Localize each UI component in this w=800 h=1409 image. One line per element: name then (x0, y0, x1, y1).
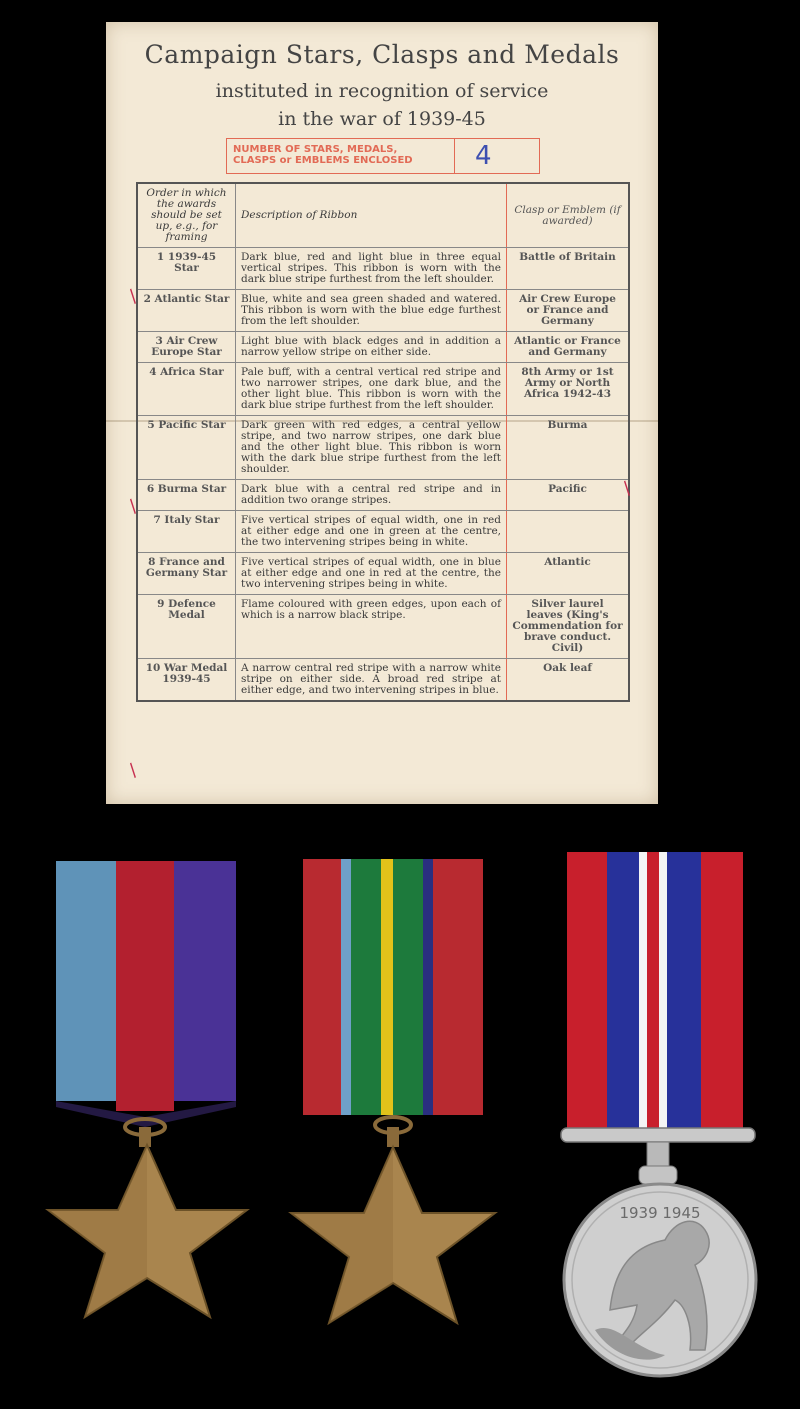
awards-table (136, 182, 630, 702)
table-row (137, 480, 629, 511)
sheet-subtitle-2: in the war of 1939-45 (278, 108, 486, 130)
row-award: 1 1939-45 Star (137, 248, 236, 290)
row-award: 8 France and Germany Star (137, 553, 236, 595)
row-ribbon: Dark blue, red and light blue in three equal vertical stripes. This ribbon is worn with the dark blue stripe furthest from the left shoulder. (236, 248, 507, 290)
row-clasp: Battle of Britain (507, 248, 630, 290)
row-award: 6 Burma Star (137, 480, 236, 511)
row-ribbon: Flame coloured with green edges, upon each of which is a narrow black stripe. (236, 595, 507, 659)
count-label: NUMBER OF STARS, MEDALS, CLASPS or EMBLEMS ENCLOSED (227, 139, 455, 173)
sheet-subtitle-1: instituted in recognition of service (215, 80, 549, 102)
medal-pacific-star (285, 855, 505, 1400)
award-information-sheet (106, 22, 658, 804)
row-ribbon: Dark green with red edges, a central yellow stripe, and two narrow stripes, one dark blue and the other light blue. This ribbon is worn with the dark blue stripe furthest from the left shoulder. (236, 416, 507, 480)
row-clasp: Burma (507, 416, 630, 480)
tick-mark-1939-45: / (124, 286, 142, 307)
table-row (137, 595, 629, 659)
table-row (137, 553, 629, 595)
row-ribbon: Light blue with black edges and in addition a narrow yellow stripe on either side. (236, 332, 507, 363)
row-ribbon: Dark blue with a central red stripe and in addition two orange stripes. (236, 480, 507, 511)
row-award: 4 Africa Star (137, 363, 236, 416)
tick-mark-pacific: / (124, 496, 142, 517)
row-award: 9 Defence Medal (137, 595, 236, 659)
ribbon-1939-45 (56, 861, 236, 1127)
row-clasp: Pacific (507, 480, 630, 511)
table-row (137, 332, 629, 363)
header-ribbon: Description of Ribbon (236, 183, 507, 248)
table-row (137, 659, 629, 702)
table-row (137, 511, 629, 553)
ribbon-war-medal (567, 852, 743, 1128)
row-award: 7 Italy Star (137, 511, 236, 553)
medal-war-medal-1939-45 (555, 850, 765, 1385)
war-medal-dates: 1939 1945 (619, 1204, 701, 1222)
header-order: Order in which the awards should be set up, e.g., for framing (137, 183, 236, 248)
row-award: 3 Air Crew Europe Star (137, 332, 236, 363)
tick-mark-war-medal: / (124, 760, 142, 781)
row-clasp: Atlantic (507, 553, 630, 595)
table-row (137, 363, 629, 416)
row-clasp: Air Crew Europe or France and Germany (507, 290, 630, 332)
tick-mark-burma-clasp: / (618, 478, 636, 499)
row-clasp: Oak leaf (507, 659, 630, 702)
row-clasp: 8th Army or 1st Army or North Africa 1942-43 (507, 363, 630, 416)
table-row (137, 248, 629, 290)
row-ribbon: A narrow central red stripe with a narrow white stripe on either side. A broad red stripe at either edge, and two intervening stripes in blue. (236, 659, 507, 702)
row-award: 10 War Medal 1939-45 (137, 659, 236, 702)
sheet-title: Campaign Stars, Clasps and Medals (144, 40, 620, 69)
medal-1939-45-star (40, 855, 255, 1390)
row-clasp: Silver laurel leaves (King's Commendation for brave conduct. Civil) (507, 595, 630, 659)
header-clasp: Clasp or Emblem (if awarded) (507, 183, 630, 248)
count-box (226, 138, 540, 174)
row-ribbon: Blue, white and sea green shaded and watered. This ribbon is worn with the blue edge furthest from the left shoulder. (236, 290, 507, 332)
ribbon-pacific (303, 859, 483, 1115)
row-ribbon: Five vertical stripes of equal width, one in red at either edge and one in green at the centre, the two intervening stripes being in white. (236, 511, 507, 553)
count-value: 4 (475, 141, 492, 171)
table-row (137, 416, 629, 480)
table-header-row (137, 183, 629, 248)
row-clasp (507, 511, 630, 553)
row-clasp: Atlantic or France and Germany (507, 332, 630, 363)
row-ribbon: Five vertical stripes of equal width, one in blue at either edge and one in red at the centre, the two intervening stripes being in white. (236, 553, 507, 595)
table-row (137, 290, 629, 332)
row-award: 5 Pacific Star (137, 416, 236, 480)
row-ribbon: Pale buff, with a central vertical red stripe and two narrower stripes, one dark blue, and the other light blue. This ribbon is worn with the dark blue stripe furthest from the left shoulder. (236, 363, 507, 416)
row-award: 2 Atlantic Star (137, 290, 236, 332)
